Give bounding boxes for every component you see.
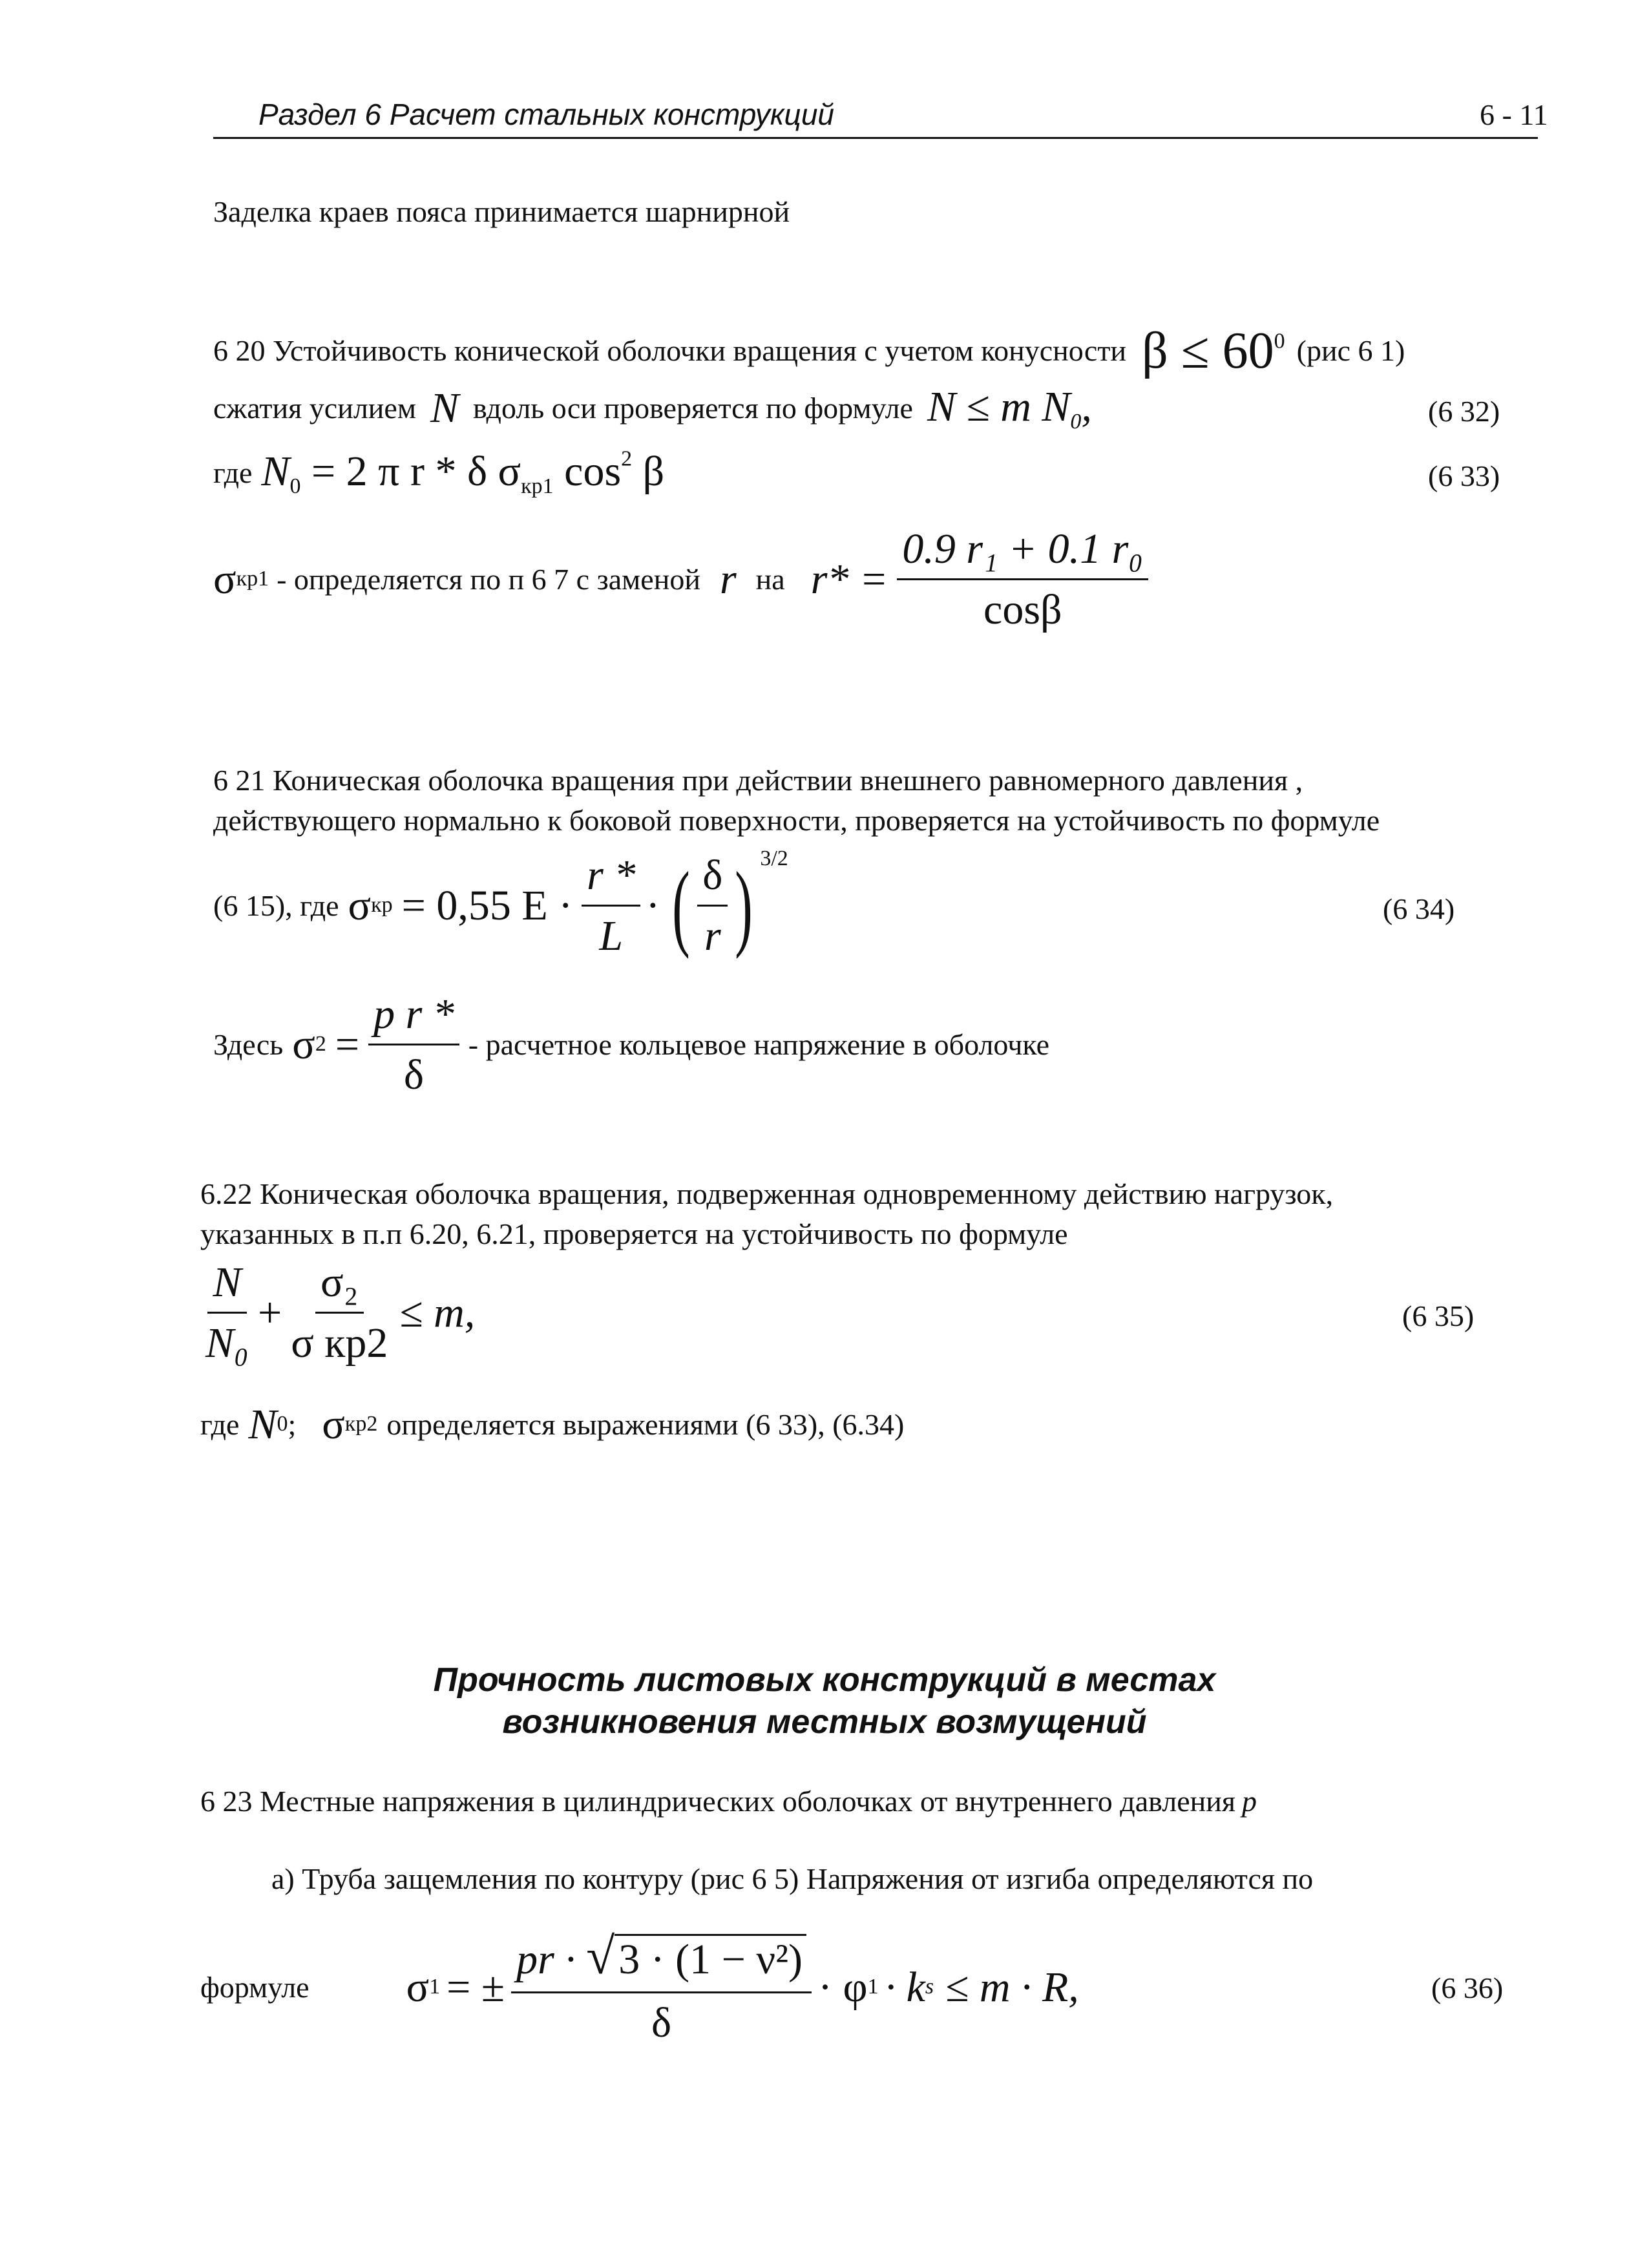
sigma2-over-sigmakr2: $\frac{\text{σ₂}}{\text{σ кр2}}$	[286, 1257, 393, 1369]
para-620-text: 6 20 Устойчивость конической оболочки вращения с учетом конусности	[213, 334, 1127, 368]
formula-636-fraction: $\frac{\text{pr · √3 · (1 − ν²)}}{\delta}$	[511, 1926, 812, 2048]
sigma2-definition: Здесь σ 2 = $\frac{\text{p r *}}{\delta}$ - расчетное кольцевое напряжение в оболочке	[213, 989, 1049, 1100]
rstar-definition: σ кр1 - определяется по п 6 7 с заменой r на r* = $\frac{\text{0.9 r₁ + 0.1 r₀}}{\cos\beta}$	[213, 523, 1148, 635]
formula-633-line: где $N_0 = 2$ π r * δ $\sigma_{кр1}$ $\cos^2 \beta$	[213, 446, 664, 500]
equation-number-636: (6 36)	[1431, 1971, 1504, 2004]
figure-ref: (рис 6 1)	[1296, 334, 1405, 368]
conicity-condition: $\beta \le 60^0$	[1142, 322, 1285, 379]
rstar-over-L: $\frac{r *}{L}$	[582, 850, 640, 961]
para-622-line1: 6.22 Коническая оболочка вращения, подверженная одновременному действию нагрузок,	[200, 1177, 1334, 1210]
page-number: 6 - 11	[1480, 98, 1548, 131]
para-623-line2: а) Труба защемления по контуру (рис 6 5) Напряжения от изгиба определяются по	[271, 1862, 1314, 1895]
intro-paragraph: Заделка краев пояса принимается шарнирной	[213, 195, 790, 228]
equation-number-633: (6 33)	[1428, 459, 1500, 492]
para-623-line1: 6 23 Местные напряжения в цилиндрических оболочках от внутреннего давления p	[200, 1785, 1257, 1818]
header-section: Раздел 6 Расчет стальных конструкций	[258, 98, 835, 131]
para-622-line2: указанных в п.п 6.20, 6.21, проверяется на устойчивость по формуле	[200, 1217, 1068, 1250]
section-heading-line1: Прочность листовых конструкций в местах	[433, 1661, 1216, 1699]
equation-number-634: (6 34)	[1383, 892, 1455, 925]
formula-635: $\frac{N}{\text{N₀}}$ + $\frac{\text{σ₂}}{\text{σ кр2}}$ ≤ m,	[200, 1257, 475, 1369]
para-620-line2: сжатия усилием N вдоль оси проверяется по формуле N ≤ m $N_0$,	[213, 381, 1092, 436]
delta-over-r: $\frac{\delta}{r}$	[697, 850, 728, 961]
N-over-N0: $\frac{N}{\text{N₀}}$	[200, 1257, 254, 1369]
equation-number-632: (6 32)	[1428, 395, 1500, 428]
formula-636-line: формуле σ 1 = ± $\frac{\text{pr · √3 · (1 − ν²)}}{\delta}$ · φ 1 · k s ≤ m · R,	[200, 1926, 1079, 2048]
para-621-line1: 6 21 Коническая оболочка вращения при действии внешнего равномерного давления ,	[213, 764, 1303, 797]
formula-632: N ≤ m $N_0$,	[927, 383, 1092, 434]
rstar-fraction: $\frac{\text{0.9 r₁ + 0.1 r₀}}{\cos\beta}$	[897, 523, 1148, 635]
para-620-line1	[213, 320, 1405, 382]
running-header	[258, 97, 834, 132]
para-622-where: где N 0 ; σ кр2 определяется выражениями (6 33), (6.34)	[200, 1401, 905, 1448]
formula-633: $N_0 = 2$ π r * δ $\sigma_{кр1}$ $\cos^2 \beta$	[261, 446, 665, 498]
equation-number-635: (6 35)	[1402, 1299, 1475, 1332]
right-paren: )	[735, 852, 753, 960]
left-paren: (	[672, 852, 691, 960]
pr-over-delta: $\frac{\text{p r *}}{\delta}$	[368, 989, 459, 1100]
para-621-line2: действующего нормально к боковой поверхности, проверяется на устойчивость по формуле	[213, 804, 1380, 837]
formula-634-line: (6 15), где σ кр = 0,55 E · $\frac{r *}{L}$ · ( $\frac{\delta}{r}$ ) 3/2	[213, 850, 788, 961]
section-heading-line2: возникновения местных возмущений	[502, 1703, 1147, 1741]
header-rule	[213, 137, 1538, 139]
